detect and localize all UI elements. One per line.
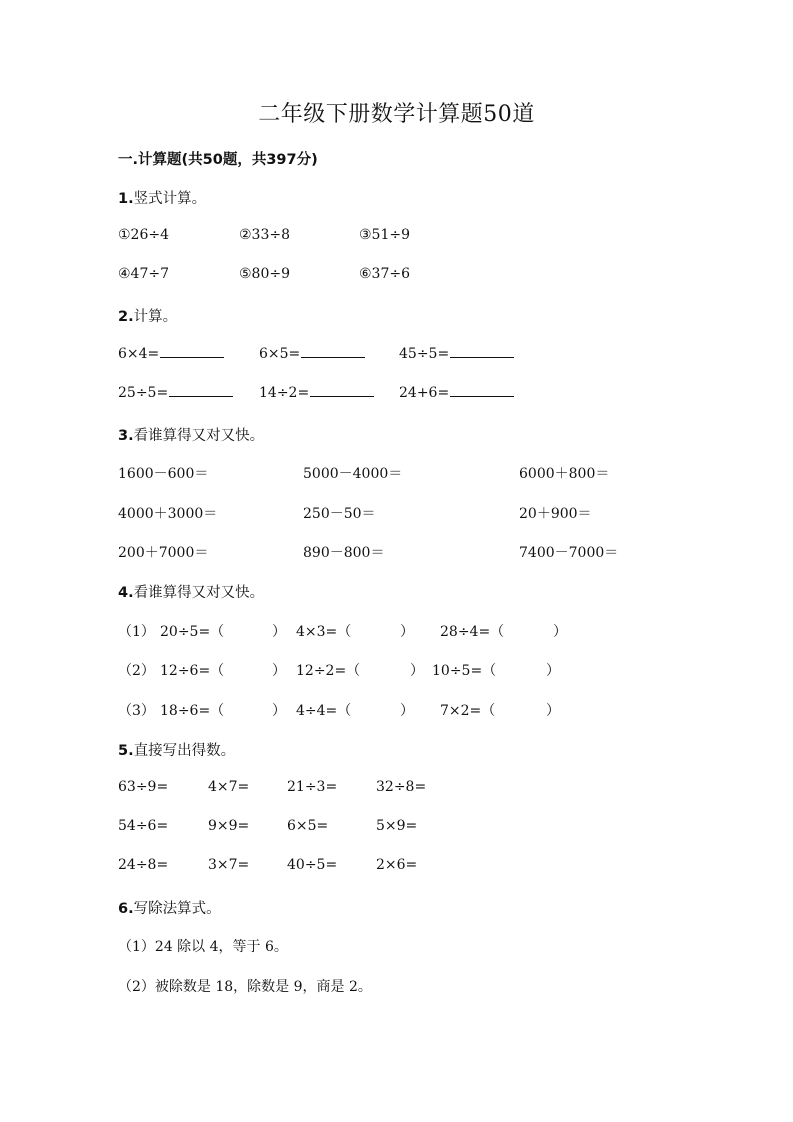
q4-close-paren: ） [546,703,560,719]
q1-item: ①26÷4 [118,227,170,243]
q3-item: 7400－7000＝ [519,545,619,561]
question-6-text: 写除法算式。 [133,901,221,917]
question-3-number: 3. [118,428,134,444]
q4-item: 18÷6=（ [160,703,225,719]
q5-item: 6×5= [287,818,329,834]
q1-item: ②33÷8 [239,227,291,243]
q2-item [118,345,224,362]
q5-item: 9×9= [208,818,250,834]
q2-expression: 45÷5= [399,346,450,362]
q4-item: 12÷6=（ [160,663,225,679]
q1-item: ④47÷7 [118,266,170,282]
q4-close-paren: ） [272,703,286,719]
q5-item: 63÷9= [118,779,169,795]
question-2-text: 计算。 [133,309,178,325]
q4-item: 12÷2=（ [296,663,361,679]
q5-item: 54÷6= [118,818,169,834]
q4-item: 20÷5=（ [160,624,225,640]
q1-item: ③51÷9 [359,227,411,243]
question-1-text: 竖式计算。 [133,191,207,207]
q2-item [399,384,514,401]
q4-item: 28÷4=（ [440,624,505,640]
question-6-number: 6. [118,901,134,917]
q3-item: 4000＋3000＝ [118,506,218,522]
q2-item [259,384,374,401]
q4-row-prefix: （1） [118,624,155,640]
question-3-text: 看谁算得又对又快。 [133,428,265,444]
question-4-heading [118,581,264,602]
question-1-number: 1. [118,191,134,207]
q1-item: ⑤80÷9 [239,266,291,282]
answer-blank[interactable] [310,384,374,397]
q4-row-prefix: （3） [118,703,155,719]
q3-item: 890－800＝ [303,545,385,561]
question-6-heading [118,897,221,918]
q5-item: 21÷3= [287,779,338,795]
question-2-heading [118,305,177,326]
q5-item: 4×7= [208,779,250,795]
question-4-text: 看谁算得又对又快。 [133,585,265,601]
answer-blank[interactable] [160,345,224,358]
q5-item: 40÷5= [287,857,338,873]
answer-blank[interactable] [450,384,514,397]
q2-expression: 6×5= [259,346,301,362]
q2-expression: 6×4= [118,346,160,362]
q3-item: 200＋7000＝ [118,545,209,561]
question-5-heading [118,739,235,760]
q3-item: 5000－4000＝ [303,466,403,482]
q1-item: ⑥37÷6 [359,266,411,282]
q4-close-paren: ） [400,624,414,640]
q5-item: 2×6= [376,857,418,873]
q4-item: 7×2=（ [440,703,496,719]
question-4-number: 4. [118,585,134,601]
q6-item: （1）24 除以 4，等于 6。 [118,939,288,955]
answer-blank[interactable] [301,345,365,358]
q4-close-paren: ） [400,703,414,719]
answer-blank[interactable] [450,345,514,358]
q4-close-paren: ） [410,663,424,679]
q4-item: 10÷5=（ [432,663,497,679]
answer-blank[interactable] [169,384,233,397]
q5-item: 24÷8= [118,857,169,873]
question-5-text: 直接写出得数。 [133,743,236,759]
q4-item: 4×3=（ [296,624,352,640]
q3-item: 6000＋800＝ [519,466,610,482]
q2-item [118,384,233,401]
q2-expression: 24+6= [399,385,450,401]
q5-item: 5×9= [376,818,418,834]
q5-item: 32÷8= [376,779,427,795]
q4-close-paren: ） [553,624,567,640]
q3-item: 1600－600＝ [118,466,209,482]
q2-expression: 14÷2= [259,385,310,401]
q3-item: 20＋900＝ [519,506,592,522]
q2-item [259,345,365,362]
q4-item: 4÷4=（ [296,703,352,719]
q4-row-prefix: （2） [118,663,155,679]
q6-item: （2）被除数是 18，除数是 9，商是 2。 [118,979,372,995]
q2-expression: 25÷5= [118,385,169,401]
q4-close-paren: ） [272,663,286,679]
question-1-heading [118,187,206,208]
section-heading: 一.计算题(共50题，共397分) [118,152,318,168]
question-3-heading [118,424,264,445]
question-2-number: 2. [118,309,134,325]
q2-item [399,345,514,362]
q5-item: 3×7= [208,857,250,873]
question-5-number: 5. [118,743,134,759]
page-title: 二年级下册数学计算题50道 [258,102,535,127]
q3-item: 250－50＝ [303,506,376,522]
q4-close-paren: ） [272,624,286,640]
q4-close-paren: ） [546,663,560,679]
